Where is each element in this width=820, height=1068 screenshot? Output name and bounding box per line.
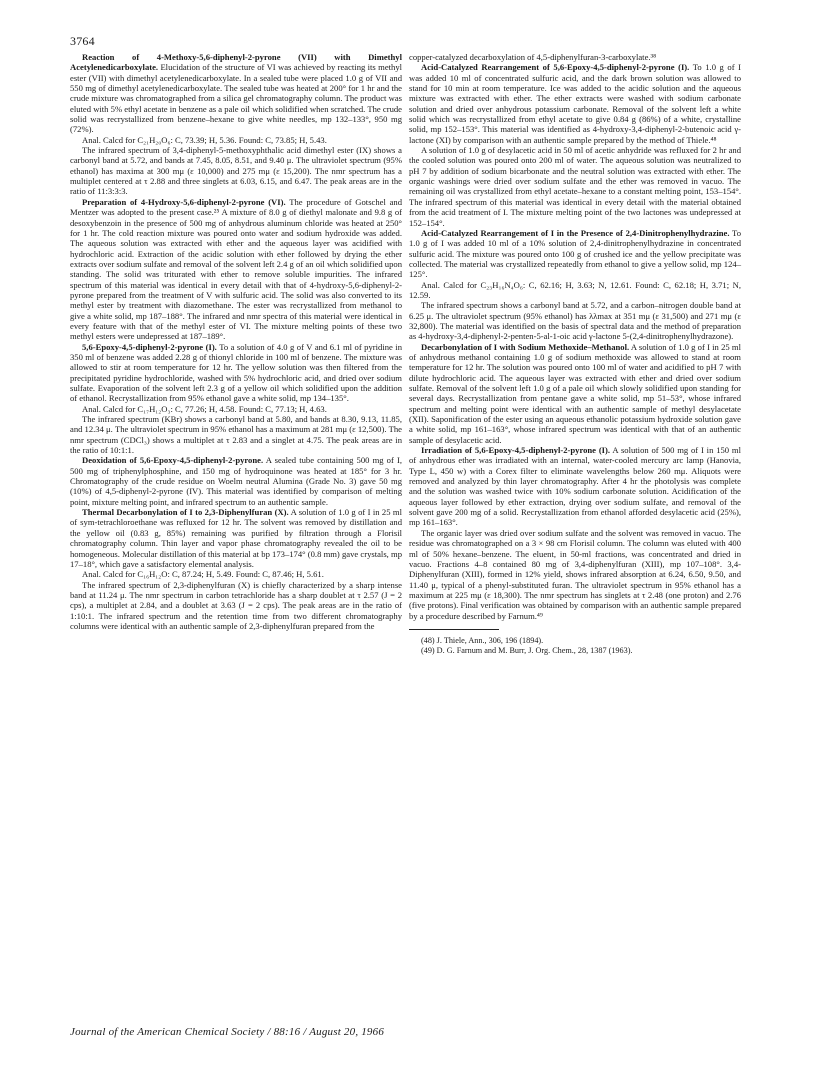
paragraph-text: A solution of 1.0 g of I in 25 ml of sym-tetrachloroethane was refluxed for 12 hr. The solvent was removed by distillation and the yellow oil (0.83 g, 85%) remaining was purified by filtration through a Florisil chromatography column. Thin layer and vapor phase chromatography revealed the oil to be homogeneous. Molecular distillation of this material at bp 173–174° (0.8 mm) gave crystals, mp 17–18°, which gave a satisfactory elemental analysis. xyxy=(70,507,402,569)
paragraph-text: A solution of 1.0 g of I in 25 ml of anhydrous methanol containing 1.0 g of sodium methoxide was allowed to stand at room temperature for 12 hr. The solution was poured onto 100 ml of water and acidified to pH 7 with dilute hydrochloric acid. The aqueous layer was extracted with ether and dried over sodium sulfate. Removal of the solvent left 1.0 g of a pale oil which slowly solidified upon standing for several days. Recrystallization from pentane gave a white solid, mp 51–53°, whose infrared spectrum and melting point were identical with an authentic sample of methyl desylacetate (XII). Saponification of the ester using an aqueous ethanolic potassium hydroxide solution gave a white solid, mp 161–163°, whose infrared spectrum was identical with that of an authentic sample of desylacetic acid. xyxy=(409,341,741,445)
paragraph-text: Anal. Calcd for C₂₃H₁₆N₄O₆: C, 62.16; H, 3.63; N, 12.61. Found: C, 62.18; H, 3.71; N, 12.59. xyxy=(409,279,741,300)
paragraph xyxy=(70,404,402,414)
section-heading: 5,6-Epoxy-4,5-diphenyl-2-pyrone (I). xyxy=(82,341,217,352)
paragraph-text: Anal. Calcd for C₁₆H₁₂O: C, 87.24; H, 5.49. Found: C, 87.46; H, 5.61. xyxy=(82,569,324,580)
paragraph-text: Elucidation of the structure of VI was achieved by reacting its methyl ester (VII) with dimethyl acetylenedicarboxylate. In a sealed tube were placed 1.0 g of VII and 550 mg of dimethyl acetylenedicarboxylate. The sealed tube was heated at 200° for 1 hr and the crude mixture was chromatographed from a silica gel chromatography column. The product was eluted with 5% ethyl acetate in benzene as a pale oil which solidified when scratched. The crude solid was recrystallized from benzene–hexane to give white needles, mp 132–133°, 950 mg (72%). xyxy=(70,62,402,135)
section-heading: Acid-Catalyzed Rearrangement of I in the Presence of 2,4-Dinitrophenylhydrazine. xyxy=(421,227,730,238)
paragraph xyxy=(70,507,402,569)
paragraph-text: Anal. Calcd for C₁₇H₁₂O₃: C, 77.26; H, 4.58. Found: C, 77.13; H, 4.63. xyxy=(82,403,327,414)
paragraph xyxy=(409,52,741,62)
reference-item: (48) J. Thiele, Ann., 306, 196 (1894). xyxy=(421,635,544,645)
paragraph xyxy=(409,145,741,228)
paragraph xyxy=(70,197,402,342)
paragraph xyxy=(70,569,402,579)
references xyxy=(409,636,741,657)
paragraph xyxy=(409,280,741,301)
paragraph-text: The organic layer was dried over sodium sulfate and the solvent was removed in vacuo. The residue was chromatographed on a 3 × 98 cm Florisil column. The column was eluted with 400 ml of 50% hexane–benzene. The eluent, in 50-ml fractions, was concentrated and dried in vacuo. Fractions 4–8 contained 80 mg of 3,4-diphenylfuran (XIII), mp 107–108°. 3,4-Diphenylfuran (XIII), formed in 12% yield, shows infrared absorption at 6.24, 6.50, 9.50, and 11.40 μ, typical of a phenyl-substituted furan. The ultraviolet spectrum in 95% ethanol has a maximum at 225 mμ (ε 18,300). The nmr spectrum has singlets at τ 2.48 (one proton) and 2.76 (five protons). Final verification was obtained by comparison with an authentic sample prepared by a procedure described by Farnum.⁴⁹ xyxy=(409,527,741,621)
paragraph xyxy=(70,135,402,145)
footnote-divider xyxy=(409,629,499,630)
section-heading: Reaction of 4-Methoxy-5,6-diphenyl-2-pyrone (VII) with Dimethyl Acetylenedicarboxylate. xyxy=(70,52,402,73)
section-heading: Decarbonylation of I with Sodium Methoxide–Methanol. xyxy=(421,341,630,352)
paragraph-text: To a solution of 4.0 g of V and 6.1 ml of pyridine in 350 ml of benzene was added 2.28 g of thionyl chloride in 100 ml of benzene. The mixture was allowed to stir at room temperature for 12 hr. The yellow solution was then filtered from the precipitated pyridine hydrochloride, washed with 5% hydrochloric acid, and dried over sodium sulfate. Evaporation of the solvent left 2.3 g of a yellow oil which solidified upon the addition of ethanol. Recrystallization from 95% ethanol gave a white solid, mp 134–135°. xyxy=(70,341,402,404)
paragraph-text: The infrared spectrum of 3,4-diphenyl-5-methoxyphthalic acid dimethyl ester (IX) shows a carbonyl band at 5.72, and bands at 7.45, 8.05, 8.51, and 9.40 μ. The ultraviolet spectrum (95% ethanol) has maxima at 300 mμ (ε 10,000) and 275 mμ (ε 15,200). The nmr spectrum has a multiplet centered at τ 2.88 and three singlets at 6.03, 6.15, and 6.47. The peak areas are in the ratio of 11:3:3:3. xyxy=(70,145,402,197)
section-heading: Acid-Catalyzed Rearrangement of 5,6-Epoxy-4,5-diphenyl-2-pyrone (I). xyxy=(421,62,690,73)
left-column xyxy=(70,52,402,631)
paragraph xyxy=(70,145,402,197)
section-heading: Thermal Decarbonylation of I to 2,3-Diphenylfuran (X). xyxy=(82,507,289,518)
paragraph xyxy=(409,445,741,528)
paragraph-text: The infrared spectrum (KBr) shows a carbonyl band at 5.80, and bands at 8.30, 9.13, 11.85, and 12.34 μ. The ultraviolet spectrum in 95% ethanol has a maximum at 281 mμ (ε 12,500). The nmr spectrum (CDCl₃) shows a multiplet at τ 2.83 and a singlet at 4.75. The peak areas are in the ratio of 10:1:1. xyxy=(70,414,402,456)
paragraph xyxy=(70,455,402,507)
paragraph-text: A solution of 500 mg of I in 150 ml of anhydrous ether was irradiated with an internal, water-cooled mercury arc lamp (Hanovia, Type L, 450 w) with a Corex filter to eliminate wavelengths below 260 mμ. Aliquots were removed and analyzed by thin layer chromatography. After 4 hr the photolysis was complete and the solution was washed twice with 10% sodium carbonate solution. Acidification of the aqueous layer followed by ether extraction, drying over sodium sulfate, and removal of the solvent gave 200 mg of a solid. Recrystallization from ethanol afforded desylacetic acid (25%), mp 161–163°. xyxy=(409,445,741,528)
paragraph xyxy=(409,300,741,341)
paragraph xyxy=(70,580,402,632)
paragraph-text: To 1.0 g of I was added 10 ml of concentrated sulfuric acid, and the dark brown solution was allowed to stand for 10 min at room temperature. Ice was added to the acidic solution and the aqueous mixture was extracted with ether. The ether extracts were washed with sodium carbonate solution and dried over anhydrous potassium carbonate. Removal of the solvent left a white solid which was recrystallized from ethyl acetate to give 0.84 g (86%) of a white, crystalline solid, mp 152–153°. This material was identified as 4-hydroxy-3,4-diphenyl-2-butenoic acid γ-lactone (XI) by comparison with an authentic sample prepared by the method of Thiele.⁴⁸ xyxy=(409,62,741,145)
paragraph xyxy=(409,342,741,445)
paragraph xyxy=(409,62,741,145)
reference-item: (49) D. G. Farnum and M. Burr, J. Org. Chem., 28, 1387 (1963). xyxy=(421,646,633,656)
paragraph xyxy=(409,228,741,280)
paragraph-text: The infrared spectrum shows a carbonyl band at 5.72, and a carbon–nitrogen double band at 6.25 μ. The ultraviolet spectrum (95% ethanol) has λλmax at 351 mμ (ε 31,500) and 271 mμ (ε 32,800). The material was identified on the basis of spectral data and the method of preparation as 4-hydroxy-3,4-diphenyl-2-penten-5-al-1-oic acid γ-lactone 5-(2,4-dinitrophenylhydrazone). xyxy=(409,300,741,342)
paragraph xyxy=(409,528,741,621)
paragraph-text: copper-catalyzed decarboxylation of 4,5-diphenylfuran-3-carboxylate.³⁸ xyxy=(409,52,657,62)
page-number: 3764 xyxy=(70,34,95,48)
paragraph xyxy=(70,414,402,455)
section-heading: Irradiation of 5,6-Epoxy-4,5-diphenyl-2-pyrone (I). xyxy=(421,445,611,456)
paragraph xyxy=(70,52,402,135)
paragraph-text: Anal. Calcd for C₂₁H₂₀O₆: C, 73.39; H, 5.36. Found: C, 73.85; H, 5.43. xyxy=(82,134,327,145)
paragraph-text: The procedure of Gotschel and Mentzer was adopted to the present case.²⁵ A mixture of 8.0 g of diethyl malonate and 9.8 g of desoxybenzoin in the presence of 500 mg of anhydrous aluminum chloride was heated at 250° for 1 hr. The cold reaction mixture was poured onto water and sodium hydroxide was added. The aqueous solution was extracted with ether and the aqueous layer was acidified with hydrochloric acid. Extraction of the acidic solution with ether followed by drying the ether extracts over sodium sulfate and removal of the solvent left 2.4 g of an oil which solidified upon standing. The solid was triturated with ether to remove soluble impurities. The infrared spectrum of this material was identical in every detail with that of 4-hydroxy-5,6-diphenyl-2-pyrone prepared from the treatment of V with sulfuric acid. The solid was also converted to its methyl ester by treatment with diazomethane. The ester was recrystallized from methanol to give a white solid, mp 187–188°. The infrared and nmr spectra of this material were identical in every feature with that of the methyl ester of VI. The mixture melting points of these two methyl esters were undepressed at 187–189°. xyxy=(70,196,402,342)
paragraph xyxy=(70,342,402,404)
paragraph-text: A sealed tube containing 500 mg of I, 500 mg of triphenylphosphine, and 150 mg of hydroquinone was heated at 185° for 3 hr. Chromatography of the crude residue on Woelm neutral Alumina (Grade No. 3) gave 50 mg (10%) of 4,5-diphenyl-2-pyrone (IV). This material was identified by comparison of melting point, mixture melting point, and infrared spectrum to an authentic sample. xyxy=(70,455,402,507)
right-column xyxy=(409,52,741,657)
journal-footer: Journal of the American Chemical Society / 88:16 / August 20, 1966 xyxy=(70,1026,385,1038)
paragraph-text: To 1.0 g of I was added 10 ml of a 10% solution of 2,4-dinitrophenylhydrazine in concentrated sulfuric acid. The mixture was poured onto 100 g of crushed ice and the yellow precipitate was collected. The material was crystallized repeatedly from ethanol to give a yellow solid, mp 124–125°. xyxy=(409,227,741,280)
paragraph-text: The infrared spectrum of 2,3-diphenylfuran (X) is chiefly characterized by a sharp intense band at 11.24 μ. The nmr spectrum in carbon tetrachloride has a sharp doublet at τ 2.57 (J = 2 cps), a multiplet at 2.84, and a doublet at 3.63 (J = 2 cps). The peak areas are in the ratio of 1:10:1. The infrared spectrum and the retention time from two different chromatography columns were identical with an authentic sample of 2,3-diphenylfuran prepared from the xyxy=(70,579,402,631)
paragraph-text: A solution of 1.0 g of desylacetic acid in 50 ml of acetic anhydride was refluxed for 2 hr and the cooled solution was poured onto 200 ml of water. The aqueous solution was neutralized to pH 7 by addition of sodium bicarbonate and the neutral solution was extracted with ether. The organic washings were dried over sodium sulfate and the ether was removed in vacuo. The remaining oil was crystallized from ethyl acetate–hexane to a constant melting point, 153–154°. The infrared spectrum of this material was identical in every detail with the material obtained from the acid treatment of I. The mixture melting point of the two lactones was undepressed at 152–154°. xyxy=(409,145,741,228)
section-heading: Deoxidation of 5,6-Epoxy-4,5-diphenyl-2-pyrone. xyxy=(82,455,264,466)
section-heading: Preparation of 4-Hydroxy-5,6-diphenyl-2-pyrone (VI). xyxy=(82,196,286,207)
